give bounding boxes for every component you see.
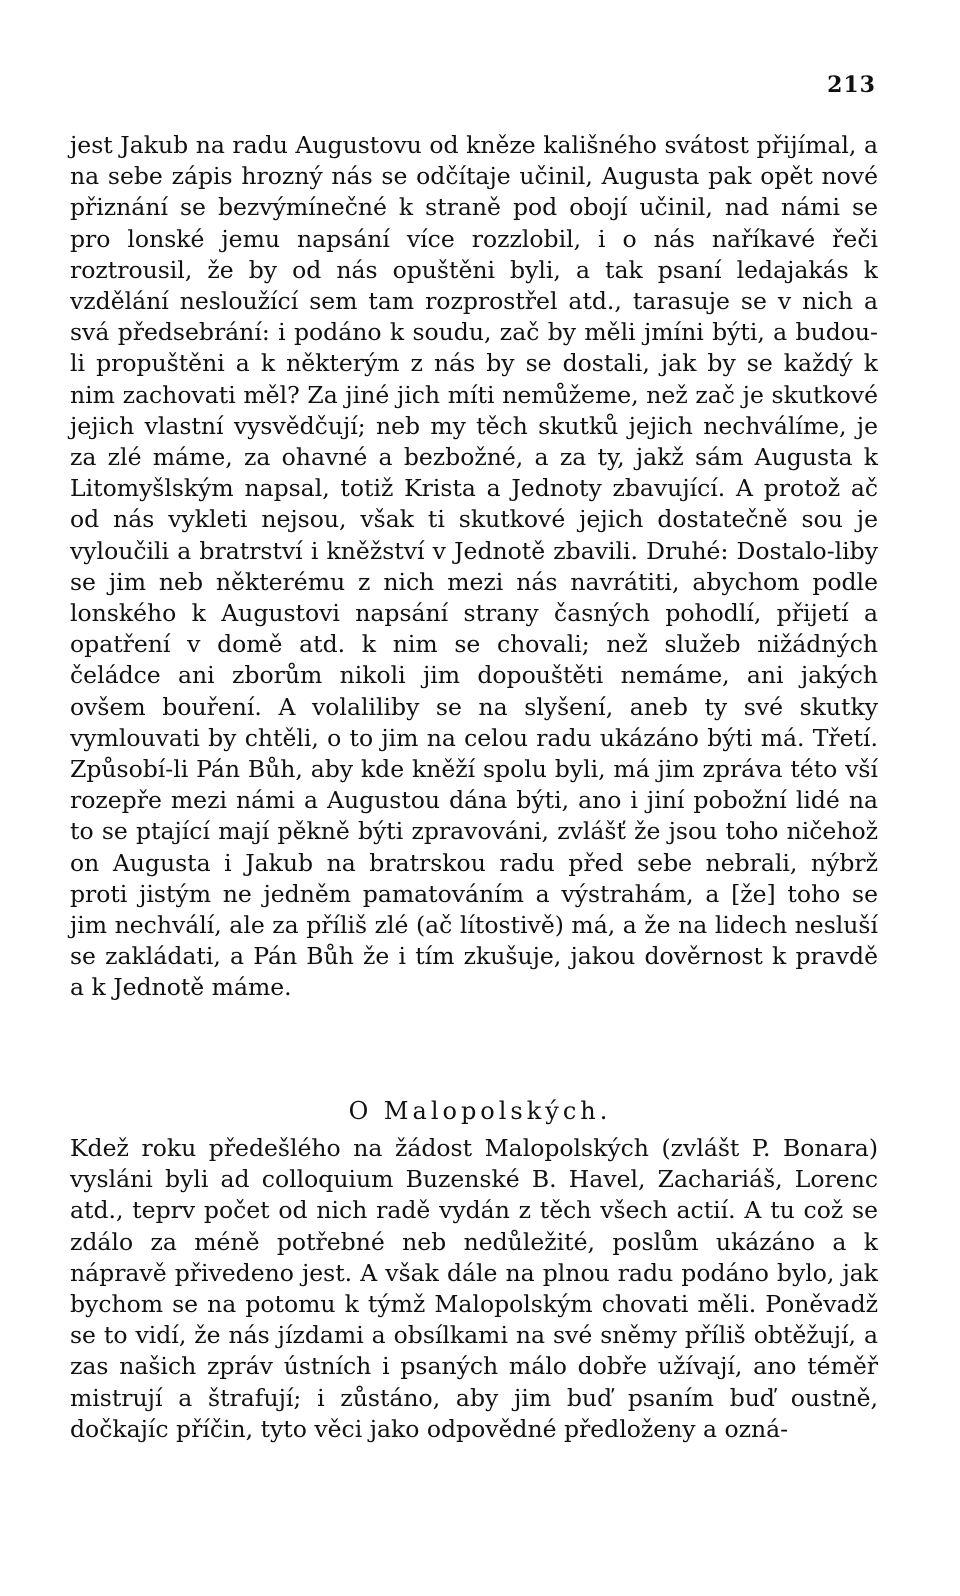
paragraph: Kdež roku předešlého na žádost Malopolských (zvlášt P. Bonara) vysláni byli ad colloquium Buzenské B. Havel, Zachariáš, Lorenc atd., teprv počet od nich radě vydán z těch všech actií. A tu což se zdálo za méně potřebné neb nedůležité, poslům ukázáno a k nápravě přivedeno jest. A však dále na plnou radu podáno bylo, jak bychom se na potomu k týmž Malopolským chovati měli. Poněvadž se to vidí, že nás jízdami a obsílkami na své sněmy příliš obtěžují, a zas našich zpráv ústních i psaných málo dobře užívají, ano téměř mistrují a štrafují; i zůstáno, aby jim buď psaním buď oustně, dočkajíc příčin, tyto věci jako odpovědné předloženy a ozná- <box>70 1134 878 1443</box>
section-text-block <box>70 1133 878 1445</box>
main-text-block <box>70 130 878 1004</box>
section-heading: O Malopolských. <box>348 1097 612 1125</box>
page-number: 213 <box>827 72 876 98</box>
paragraph: jest Jakub na radu Augustovu od kněze kališného svátost přijímal, a na sebe zápis hrozný nás se odčítaje učinil, Augusta pak opět nové přiznání se bezvýmínečné k straně pod obojí učinil, nad námi se pro lonské jemu napsání více rozzlobil, i o nás naříkavé řeči roztrousil, že by od nás opuštěni byli, a tak psaní ledajakás k vzdělání nesloužící sem tam rozprostřel atd., tarasuje se v nich a svá předsebrání: i podáno k soudu, zač by měli jmíni býti, a budou-li propuštěni a k některým z nás by se dostali, jak by se každý k nim zachovati měl? Za jiné jich míti nemůžeme, než zač je skutkové jejich vlastní vysvědčují; neb my těch skutků jejich nechválíme, je za zlé máme, za ohavné a bezbožné, a za ty, jakž sám Augusta k Litomyšlským napsal, totiž Krista a Jednoty zbavující. A protož ač od nás vykleti nejsou, však ti skutkové jejich dostatečně sou je vyloučili a bratrství i kněžství v Jednotě zbavili. Druhé: Dostalo-liby se jim neb některému z nich mezi nás navrátiti, abychom podle lonského k Augustovi napsání strany časných pohodlí, přijetí a opatření v domě atd. k nim se chovali; než služeb nižádných čeládce ani zborům nikoli jim dopouštěti nemáme, ani jakých ovšem bouření. A volaliliby se na slyšení, aneb ty své skutky vymlouvati by chtěli, o to jim na celou radu ukázáno býti má. Třetí. Způsobí-li Pán Bůh, aby kde kněží spolu byli, má jim zpráva této vší rozepře mezi námi a Augustou dána býti, ano i jiní pobožní lidé na to se ptající mají pěkně býti zpravováni, zvlášť že jsou toho ničehož on Augusta i Jakub na bratrskou radu před sebe nebrali, nýbrž proti jistým ne jedněm pamatováním a výstrahám, a [že] toho se jim nechválí, ale za příliš zlé (ač lítostivě) má, a že na lidech nesluší se zakládati, a Pán Bůh že i tím zkušuje, jakou dověrnost k pravdě a k Jednotě máme. <box>70 131 878 1002</box>
